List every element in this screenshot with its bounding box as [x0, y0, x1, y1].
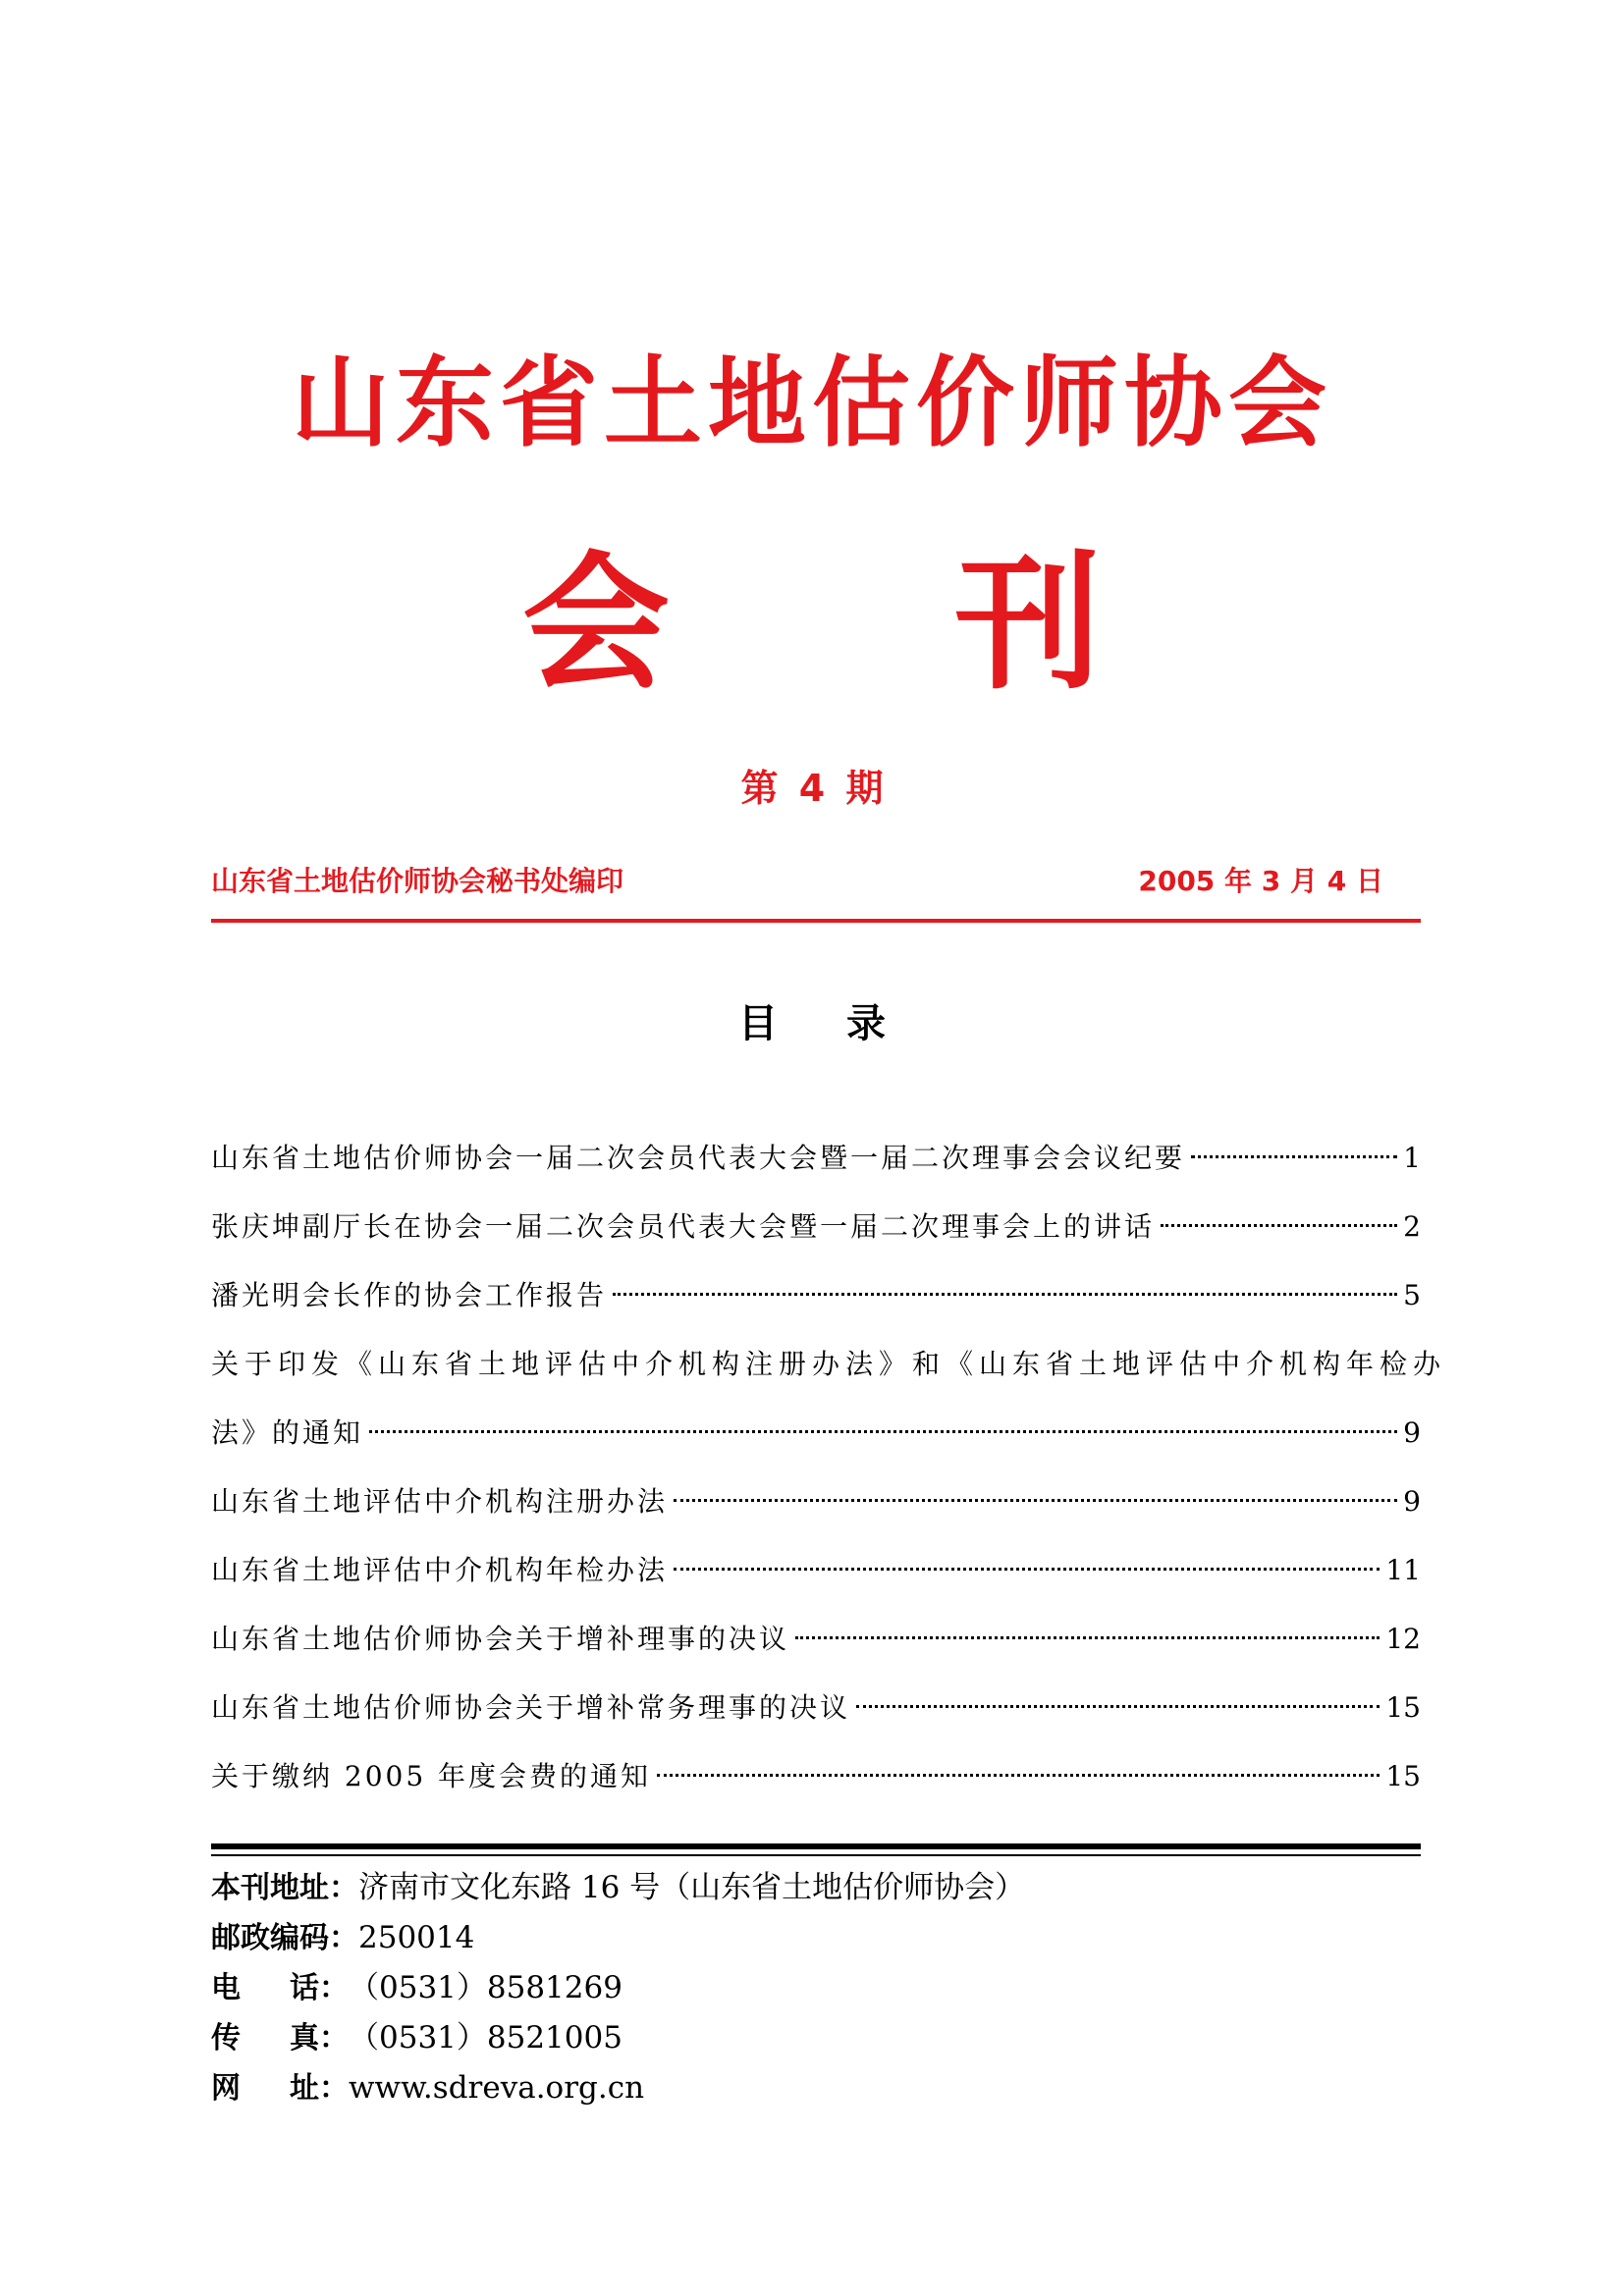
- publish-date: 2005 年 3 月 4 日: [1138, 865, 1383, 897]
- toc-entry[interactable]: [211, 1742, 1421, 1811]
- toc-leader: [1161, 1222, 1397, 1227]
- toc-entry[interactable]: [211, 1124, 1421, 1193]
- toc-entry[interactable]: [211, 1193, 1421, 1261]
- toc-entry-page: 2: [1403, 1210, 1421, 1243]
- toc-entry-title: 山东省土地估价师协会一届二次会员代表大会暨一届二次理事会会议纪要: [211, 1142, 1186, 1174]
- toc-entry[interactable]: [211, 1330, 1447, 1468]
- toc-entry[interactable]: [211, 1261, 1421, 1330]
- toc-leader: [613, 1291, 1397, 1296]
- fax-label: 传: [211, 2021, 290, 2056]
- fax-row: [211, 2013, 1025, 2063]
- toc-entry-page: 9: [1403, 1485, 1421, 1518]
- fax-label-end: 真：: [290, 2021, 349, 2056]
- footer-divider-thick: [211, 1843, 1421, 1849]
- toc-entry[interactable]: [211, 1468, 1421, 1536]
- header-divider: [211, 919, 1421, 923]
- journal-title: 会刊: [521, 537, 1386, 710]
- postcode-label: 邮政编码：: [211, 1921, 358, 1955]
- toc-entry-page: 5: [1403, 1279, 1421, 1311]
- toc-leader: [674, 1497, 1397, 1502]
- toc-entry-title-continued: 法》的通知: [211, 1416, 364, 1449]
- phone-label: 电: [211, 1971, 290, 2005]
- phone-label-end: 话：: [290, 1971, 349, 2005]
- postcode-value: 250014: [358, 1920, 475, 1955]
- address-label: 本刊地址：: [211, 1871, 358, 1905]
- fax-value: （0531）8521005: [349, 2020, 623, 2056]
- toc-entry-title: 山东省土地估价师协会关于增补理事的决议: [211, 1623, 790, 1655]
- website-label: 网: [211, 2071, 290, 2106]
- toc-entry-title: 张庆坤副厅长在协会一届二次会员代表大会暨一届二次理事会上的讲话: [211, 1210, 1156, 1243]
- contact-info: [211, 1863, 1025, 2113]
- footer-divider-thin: [211, 1854, 1421, 1856]
- toc-entry-title: 关于缴纳 2005 年度会费的通知: [211, 1760, 652, 1792]
- website-row: [211, 2063, 1025, 2113]
- toc-leader: [674, 1566, 1380, 1571]
- toc-leader: [795, 1634, 1380, 1639]
- org-title: 山东省土地估价师协会: [292, 345, 1332, 460]
- phone-value: （0531）8581269: [349, 1970, 623, 2005]
- postcode-row: [211, 1913, 1025, 1963]
- toc-entry-page: 15: [1385, 1691, 1421, 1724]
- toc-entry-title: 山东省土地评估中介机构注册办法: [211, 1485, 669, 1518]
- toc-entry-page: 9: [1403, 1416, 1421, 1449]
- toc-leader: [369, 1428, 1397, 1433]
- toc-entry[interactable]: [211, 1536, 1421, 1605]
- toc-leader: [657, 1772, 1380, 1777]
- table-of-contents: [211, 1124, 1447, 1811]
- issue-number: 第 4 期: [740, 767, 884, 810]
- toc-entry-page: 1: [1403, 1142, 1421, 1174]
- address-row: [211, 1863, 1025, 1913]
- address-value: 济南市文化东路 16 号（山东省土地估价师协会）: [358, 1870, 1026, 1905]
- website-label-end: 址：: [290, 2071, 349, 2106]
- toc-entry[interactable]: [211, 1674, 1421, 1742]
- toc-entry-page: 12: [1385, 1623, 1421, 1655]
- toc-leader: [856, 1703, 1380, 1708]
- toc-heading: 目录: [738, 1001, 954, 1046]
- toc-entry-title: 关于印发《山东省土地评估中介机构注册办法》和《山东省土地评估中介机构年检办: [211, 1348, 1447, 1380]
- toc-leader: [1191, 1153, 1397, 1158]
- phone-row: [211, 1963, 1025, 2013]
- website-link[interactable]: www.sdreva.org.cn: [349, 2070, 645, 2106]
- editor-line: 山东省土地估价师协会秘书处编印: [211, 865, 624, 897]
- toc-entry-page: 15: [1385, 1760, 1421, 1792]
- toc-entry[interactable]: [211, 1605, 1421, 1674]
- toc-entry-title: 山东省土地估价师协会关于增补常务理事的决议: [211, 1691, 851, 1724]
- toc-entry-title: 潘光明会长作的协会工作报告: [211, 1279, 608, 1311]
- toc-entry-title: 山东省土地评估中介机构年检办法: [211, 1554, 669, 1586]
- toc-entry-page: 11: [1385, 1554, 1421, 1586]
